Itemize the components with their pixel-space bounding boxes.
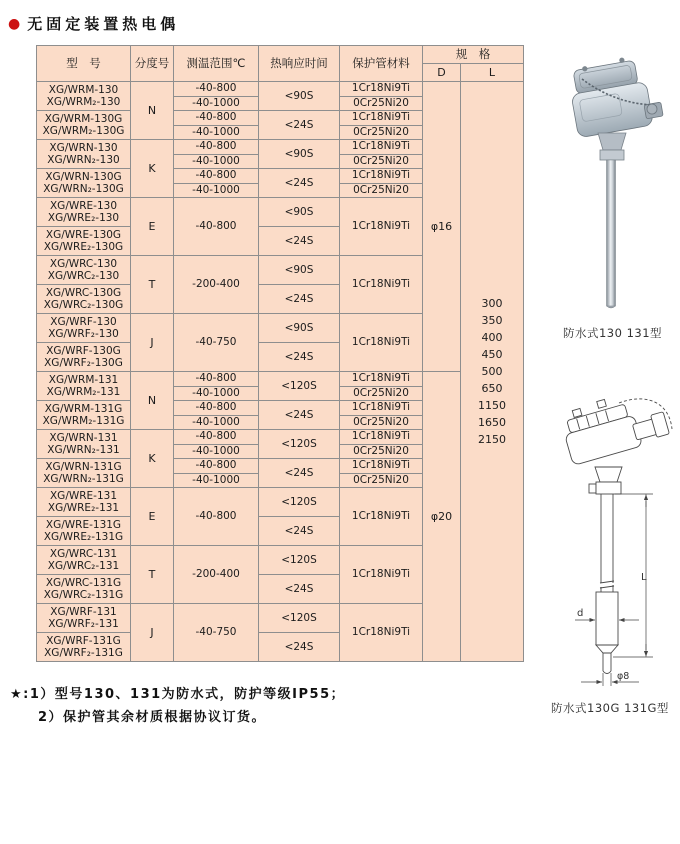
photo-caption: 防水式130 131型 bbox=[562, 326, 663, 340]
model-name: XG/WRN-131 bbox=[49, 432, 118, 444]
response-cell: <24S bbox=[259, 169, 340, 198]
l-value: 350 bbox=[481, 314, 503, 327]
range-cell: -40-800 bbox=[174, 372, 259, 387]
model-name: XG/WRC₂-130 bbox=[47, 270, 120, 282]
thermocouple-drawing bbox=[545, 395, 680, 695]
l-value: 450 bbox=[481, 348, 503, 361]
material-cell: 0Cr25Ni20 bbox=[340, 96, 423, 111]
model-cell bbox=[37, 314, 131, 343]
model-cell bbox=[37, 430, 131, 459]
model-name: XG/WRM₂-131G bbox=[42, 415, 125, 427]
range-cell: -40-800 bbox=[174, 169, 259, 184]
response-cell: <24S bbox=[259, 517, 340, 546]
l-value: 400 bbox=[481, 331, 503, 344]
material-cell: 1Cr18Ni9Ti bbox=[340, 169, 423, 184]
model-cell bbox=[37, 633, 131, 662]
table-row bbox=[37, 82, 524, 97]
thermocouple-photo bbox=[548, 53, 678, 318]
response-cell: <24S bbox=[259, 401, 340, 430]
model-name: XG/WRC₂-131G bbox=[43, 589, 124, 601]
range-cell: -40-800 bbox=[174, 401, 259, 416]
model-cell bbox=[37, 82, 131, 111]
range-cell: -40-1000 bbox=[174, 154, 259, 169]
model-cell bbox=[37, 604, 131, 633]
model-cell bbox=[37, 285, 131, 314]
table-row bbox=[37, 372, 524, 387]
col-header-model: 型 号 bbox=[37, 46, 131, 82]
model-cell bbox=[37, 140, 131, 169]
model-name: XG/WRN₂-131G bbox=[43, 473, 124, 485]
model-name: XG/WRF₂-131G bbox=[44, 647, 123, 659]
model-name: XG/WRF₂-131 bbox=[48, 618, 119, 630]
material-cell: 1Cr18Ni9Ti bbox=[340, 372, 423, 387]
model-name: XG/WRE-131 bbox=[49, 490, 117, 502]
graduation-cell: N bbox=[131, 82, 174, 140]
l-value: 650 bbox=[481, 382, 503, 395]
model-name: XG/WRF₂-130G bbox=[44, 357, 123, 369]
col-header-d: D bbox=[423, 64, 461, 82]
model-name: XG/WRM-131 bbox=[48, 374, 119, 386]
model-cell bbox=[37, 198, 131, 227]
material-cell: 1Cr18Ni9Ti bbox=[340, 256, 423, 314]
graduation-cell: E bbox=[131, 198, 174, 256]
model-cell bbox=[37, 459, 131, 488]
dimension-label-diameter: d bbox=[577, 608, 584, 619]
model-cell bbox=[37, 256, 131, 285]
range-cell: -40-800 bbox=[174, 198, 259, 256]
model-name: XG/WRF-130 bbox=[50, 316, 117, 328]
model-cell bbox=[37, 343, 131, 372]
spec-table-body bbox=[37, 82, 524, 662]
d-diameter-cell: φ16 bbox=[423, 82, 461, 372]
graduation-cell: E bbox=[131, 488, 174, 546]
l-value: 300 bbox=[481, 297, 503, 310]
note-line: 2）保护管其余材质根据协议订货。 bbox=[38, 710, 267, 725]
graduation-cell: T bbox=[131, 256, 174, 314]
material-cell: 1Cr18Ni9Ti bbox=[340, 198, 423, 256]
material-cell: 1Cr18Ni9Ti bbox=[340, 140, 423, 155]
range-cell: -40-750 bbox=[174, 604, 259, 662]
response-cell: <90S bbox=[259, 314, 340, 343]
model-name: XG/WRC-131G bbox=[45, 577, 122, 589]
range-cell: -40-800 bbox=[174, 459, 259, 474]
red-bullet-icon: ● bbox=[8, 15, 21, 32]
model-name: XG/WRN₂-130 bbox=[47, 154, 120, 166]
range-cell: -40-800 bbox=[174, 82, 259, 97]
drawing-caption: 防水式130G 131G型 bbox=[551, 701, 669, 715]
range-cell: -40-800 bbox=[174, 488, 259, 546]
response-cell: <90S bbox=[259, 82, 340, 111]
response-cell: <24S bbox=[259, 227, 340, 256]
model-name: XG/WRE₂-131G bbox=[43, 531, 124, 543]
model-name: XG/WRN-131G bbox=[45, 461, 122, 473]
table-header-row bbox=[37, 46, 524, 64]
material-cell: 0Cr25Ni20 bbox=[340, 125, 423, 140]
material-cell: 1Cr18Ni9Ti bbox=[340, 488, 423, 546]
figure-photo-130 bbox=[548, 53, 678, 322]
model-name: XG/WRF-131 bbox=[50, 606, 117, 618]
range-cell: -40-1000 bbox=[174, 415, 259, 430]
model-cell bbox=[37, 517, 131, 546]
footnotes bbox=[10, 683, 345, 729]
page-title: 无固定装置热电偶 bbox=[27, 15, 180, 33]
material-cell: 1Cr18Ni9Ti bbox=[340, 430, 423, 445]
model-name: XG/WRC-131 bbox=[49, 548, 118, 560]
col-header-material: 保护管材料 bbox=[340, 46, 423, 82]
model-name: XG/WRE₂-131 bbox=[47, 502, 120, 514]
material-cell: 1Cr18Ni9Ti bbox=[340, 604, 423, 662]
dimension-label-length: L bbox=[641, 572, 647, 583]
model-name: XG/WRM₂-131 bbox=[46, 386, 121, 398]
model-cell bbox=[37, 401, 131, 430]
material-cell: 1Cr18Ni9Ti bbox=[340, 401, 423, 416]
range-cell: -40-750 bbox=[174, 314, 259, 372]
model-name: XG/WRN₂-131 bbox=[47, 444, 120, 456]
d-diameter-cell: φ20 bbox=[423, 372, 461, 662]
model-name: XG/WRN-130 bbox=[49, 142, 118, 154]
range-cell: -40-1000 bbox=[174, 183, 259, 198]
range-cell: -200-400 bbox=[174, 256, 259, 314]
response-cell: <24S bbox=[259, 343, 340, 372]
response-cell: <24S bbox=[259, 575, 340, 604]
material-cell: 1Cr18Ni9Ti bbox=[340, 314, 423, 372]
col-header-l: L bbox=[461, 64, 524, 82]
range-cell: -200-400 bbox=[174, 546, 259, 604]
model-name: XG/WRF-130G bbox=[46, 345, 121, 357]
model-cell bbox=[37, 488, 131, 517]
model-name: XG/WRC-130G bbox=[45, 287, 122, 299]
spec-table-header bbox=[37, 46, 524, 82]
graduation-cell: N bbox=[131, 372, 174, 430]
model-name: XG/WRM-130G bbox=[44, 113, 123, 125]
model-name: XG/WRM-131G bbox=[44, 403, 123, 415]
figure-drawing-130g bbox=[545, 395, 680, 699]
material-cell: 1Cr18Ni9Ti bbox=[340, 459, 423, 474]
range-cell: -40-1000 bbox=[174, 473, 259, 488]
range-cell: -40-1000 bbox=[174, 444, 259, 459]
col-header-spec: 规 格 bbox=[423, 46, 524, 64]
range-cell: -40-800 bbox=[174, 111, 259, 126]
model-name: XG/WRN₂-130G bbox=[43, 183, 124, 195]
model-cell bbox=[37, 546, 131, 575]
graduation-cell: K bbox=[131, 140, 174, 198]
col-header-range: 测温范围℃ bbox=[174, 46, 259, 82]
model-name: XG/WRE₂-130G bbox=[43, 241, 124, 253]
l-value: 500 bbox=[481, 365, 503, 378]
material-cell: 0Cr25Ni20 bbox=[340, 444, 423, 459]
model-name: XG/WRM-130 bbox=[48, 84, 119, 96]
model-cell bbox=[37, 169, 131, 198]
l-value: 2150 bbox=[478, 433, 506, 446]
range-cell: -40-1000 bbox=[174, 386, 259, 401]
material-cell: 0Cr25Ni20 bbox=[340, 473, 423, 488]
material-cell: 0Cr25Ni20 bbox=[340, 386, 423, 401]
response-cell: <24S bbox=[259, 459, 340, 488]
note-line: ★:1）型号130、131为防水式，防护等级IP55； bbox=[10, 687, 346, 702]
response-cell: <90S bbox=[259, 198, 340, 227]
graduation-cell: J bbox=[131, 314, 174, 372]
range-cell: -40-800 bbox=[174, 430, 259, 445]
response-cell: <24S bbox=[259, 111, 340, 140]
material-cell: 1Cr18Ni9Ti bbox=[340, 111, 423, 126]
response-cell: <90S bbox=[259, 140, 340, 169]
spec-table bbox=[36, 45, 524, 662]
model-name: XG/WRN-130G bbox=[45, 171, 122, 183]
response-cell: <120S bbox=[259, 430, 340, 459]
l-value: 1150 bbox=[478, 399, 506, 412]
model-name: XG/WRC₂-131 bbox=[47, 560, 120, 572]
model-cell bbox=[37, 372, 131, 401]
l-value: 1650 bbox=[478, 416, 506, 429]
model-name: XG/WRE-130G bbox=[45, 229, 122, 241]
page-header bbox=[8, 13, 179, 34]
material-cell: 1Cr18Ni9Ti bbox=[340, 546, 423, 604]
model-name: XG/WRC₂-130G bbox=[43, 299, 124, 311]
range-cell: -40-1000 bbox=[174, 125, 259, 140]
response-cell: <24S bbox=[259, 633, 340, 662]
response-cell: <120S bbox=[259, 546, 340, 575]
model-cell bbox=[37, 111, 131, 140]
model-name: XG/WRM₂-130G bbox=[42, 125, 125, 137]
response-cell: <120S bbox=[259, 604, 340, 633]
material-cell: 1Cr18Ni9Ti bbox=[340, 82, 423, 97]
graduation-cell: T bbox=[131, 546, 174, 604]
response-cell: <90S bbox=[259, 256, 340, 285]
model-cell bbox=[37, 227, 131, 256]
model-name: XG/WRF-131G bbox=[46, 635, 121, 647]
response-cell: <24S bbox=[259, 285, 340, 314]
model-name: XG/WRC-130 bbox=[49, 258, 118, 270]
response-cell: <120S bbox=[259, 372, 340, 401]
material-cell: 0Cr25Ni20 bbox=[340, 415, 423, 430]
model-name: XG/WRM₂-130 bbox=[46, 96, 121, 108]
response-cell: <120S bbox=[259, 488, 340, 517]
model-name: XG/WRE₂-130 bbox=[47, 212, 120, 224]
material-cell: 0Cr25Ni20 bbox=[340, 154, 423, 169]
model-cell bbox=[37, 575, 131, 604]
col-header-graduation: 分度号 bbox=[131, 46, 174, 82]
model-name: XG/WRE-131G bbox=[45, 519, 122, 531]
graduation-cell: K bbox=[131, 430, 174, 488]
col-header-response: 热响应时间 bbox=[259, 46, 340, 82]
model-name: XG/WRE-130 bbox=[49, 200, 117, 212]
material-cell: 0Cr25Ni20 bbox=[340, 183, 423, 198]
model-name: XG/WRF₂-130 bbox=[48, 328, 119, 340]
range-cell: -40-800 bbox=[174, 140, 259, 155]
dimension-label-tip: φ8 bbox=[617, 671, 630, 682]
graduation-cell: J bbox=[131, 604, 174, 662]
l-length-cell bbox=[461, 82, 524, 662]
range-cell: -40-1000 bbox=[174, 96, 259, 111]
